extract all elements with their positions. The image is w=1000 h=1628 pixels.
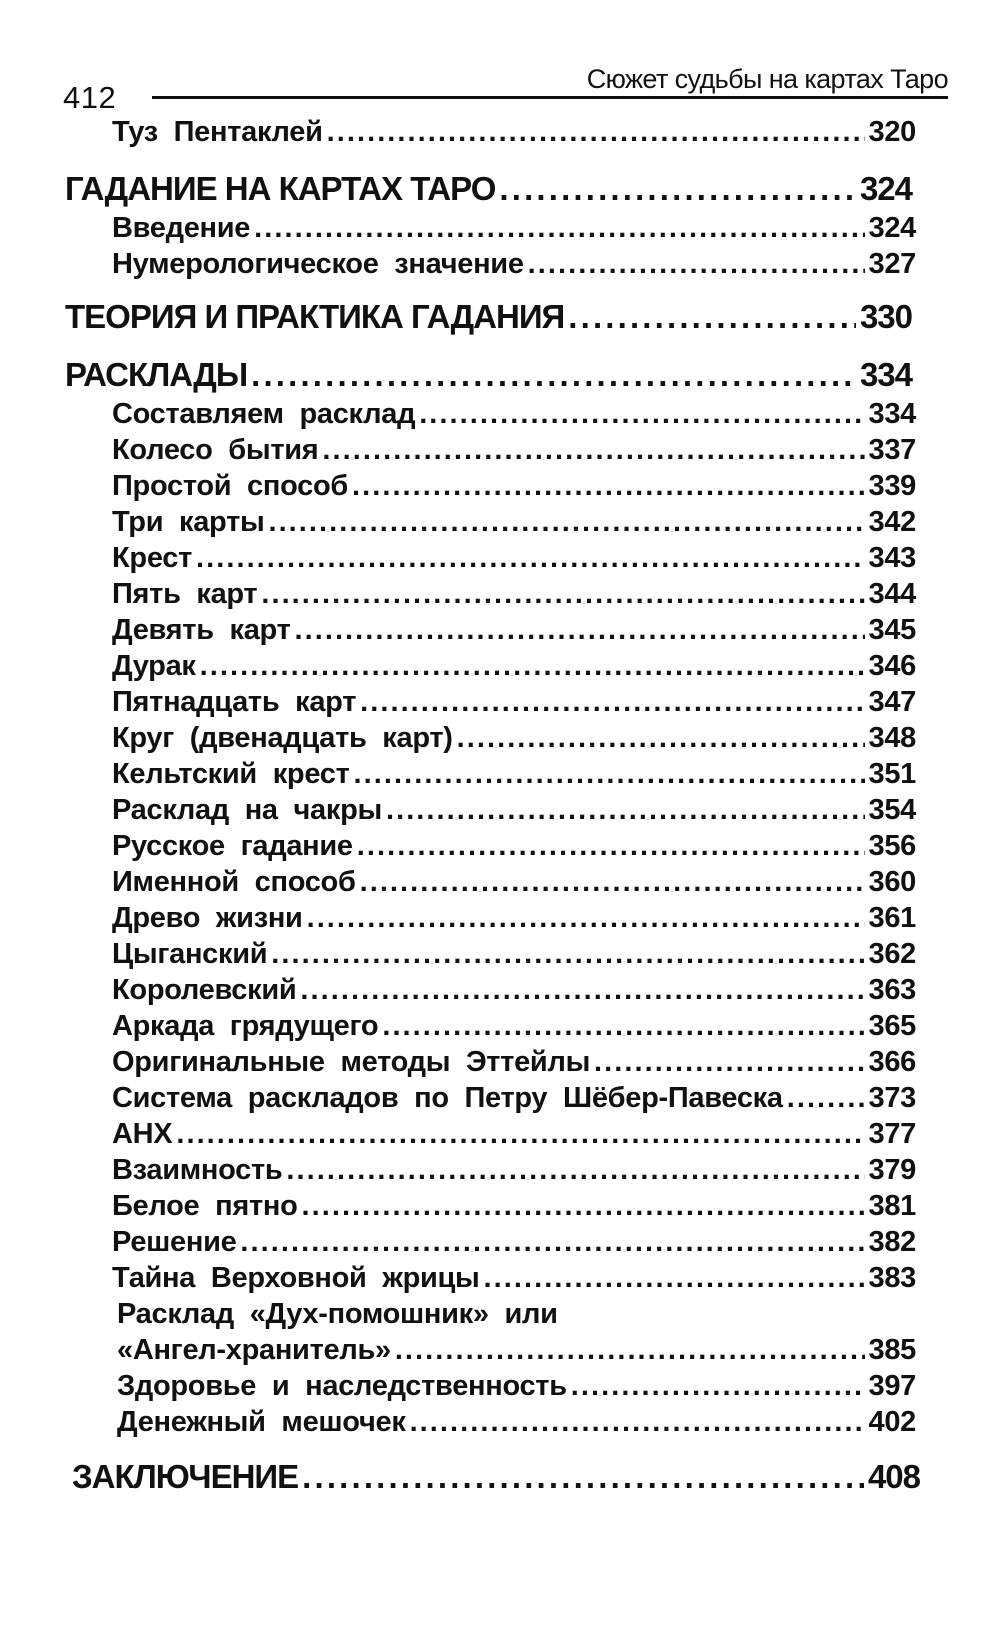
toc-entry [0, 938, 1000, 971]
toc-entry-title: Русское гадание [112, 830, 353, 862]
leader-dots [528, 248, 865, 281]
leader-dots [360, 866, 865, 899]
leader-dots [176, 1118, 864, 1151]
leader-dots [322, 434, 864, 467]
toc-entry [0, 1082, 1000, 1115]
toc-entry-title: Древо жизни [112, 902, 303, 934]
leader-dots [307, 902, 865, 935]
page-number: 412 [63, 80, 117, 115]
toc-entry-title: Система раскладов по Петру Шёбер-Павеска [112, 1082, 783, 1114]
leader-dots [499, 170, 856, 208]
toc-section [0, 1458, 1000, 1496]
leader-dots [568, 298, 856, 336]
toc-entry-title: Введение [112, 212, 251, 244]
toc-entry [0, 758, 1000, 791]
toc-entry [0, 1118, 1000, 1151]
toc-entry-title: Туз Пентаклей [112, 116, 323, 148]
toc-section-title: ЗАКЛЮЧЕНИЕ [72, 1458, 299, 1495]
toc-entry [0, 506, 1000, 539]
toc-entry-page: 381 [868, 1190, 916, 1222]
toc-entry-title: Цыганский [112, 938, 268, 970]
leader-dots [395, 1334, 865, 1367]
toc-entry-page: 377 [868, 1118, 916, 1150]
toc-entry [0, 212, 1000, 245]
leader-dots [300, 974, 864, 1007]
toc-entry-page: 343 [868, 542, 916, 574]
leader-dots [594, 1046, 864, 1079]
leader-dots [196, 542, 865, 575]
toc-entry [0, 686, 1000, 719]
toc-entry [0, 1226, 1000, 1259]
toc-entry [0, 578, 1000, 611]
leader-dots [251, 356, 856, 394]
toc-entry [0, 1154, 1000, 1187]
toc-entry-title: Три карты [112, 506, 265, 538]
toc-entry [0, 1370, 1000, 1403]
toc-entry-title: Колесо бытия [112, 434, 319, 466]
toc-entry-page: 397 [868, 1370, 916, 1402]
toc-entry-title: Девять карт [112, 614, 291, 646]
leader-dots [382, 1010, 864, 1043]
toc-entry-page: 385 [868, 1334, 916, 1366]
toc-entry-page: 373 [868, 1082, 916, 1114]
toc-entry [0, 434, 1000, 467]
toc-entry [0, 1262, 1000, 1295]
toc-entry-page: 346 [868, 650, 916, 682]
toc-entry [0, 1190, 1000, 1223]
toc-entry-title: Денежный мешочек [117, 1406, 406, 1438]
toc-entry [0, 722, 1000, 755]
toc-entry-title: Тайна Верховной жрицы [112, 1262, 480, 1294]
toc-entry-page: 337 [868, 434, 916, 466]
toc-section-page: 330 [859, 298, 912, 335]
toc-entry-page: 360 [868, 866, 916, 898]
toc-entry [0, 248, 1000, 281]
toc-entry-title-line1: Расклад «Дух-помошник» или [117, 1298, 558, 1330]
toc-entry [0, 1046, 1000, 1079]
toc-entry-page: 351 [868, 758, 916, 790]
toc-entry-page: 347 [868, 686, 916, 718]
toc-entry [0, 794, 1000, 827]
toc-section-title: ТЕОРИЯ И ПРАКТИКА ГАДАНИЯ [65, 298, 565, 335]
toc-section-page: 408 [867, 1458, 920, 1495]
toc-entry-page: 334 [868, 398, 916, 430]
toc-entry-page: 339 [868, 470, 916, 502]
toc-entry [0, 650, 1000, 683]
running-title: Сюжет судьбы на картах Таро [586, 64, 948, 94]
toc-section [0, 356, 1000, 394]
toc-entry-page: 363 [868, 974, 916, 1006]
toc-entry-title: Здоровье и наследственность [117, 1370, 567, 1402]
toc-entry-title: Круг (двенадцать карт) [112, 722, 453, 754]
toc-entry-page: 366 [868, 1046, 916, 1078]
toc-entry-title: Взаимность [112, 1154, 283, 1186]
leader-dots [271, 938, 864, 971]
leader-dots [286, 1154, 864, 1187]
toc-entry-title: Составляем расклад [112, 398, 416, 430]
leader-dots [294, 614, 864, 647]
toc-entry [0, 398, 1000, 431]
leader-dots [354, 758, 865, 791]
toc-entry-title: Оригинальные методы Эттейлы [112, 1046, 591, 1078]
toc-section-page: 324 [859, 170, 912, 207]
toc-entry-title: Кельтский крест [112, 758, 350, 790]
toc-entry-title: Пять карт [112, 578, 258, 610]
toc-entry-title: «Ангел-хранитель» [117, 1334, 391, 1366]
leader-dots [200, 650, 865, 683]
toc-entry [0, 974, 1000, 1007]
leader-dots [254, 212, 864, 245]
toc-entry-page: 379 [868, 1154, 916, 1186]
toc-entry-page: 324 [868, 212, 916, 244]
toc-entry [0, 1334, 1000, 1367]
toc-entry [0, 902, 1000, 935]
leader-dots [386, 794, 865, 827]
leader-dots [484, 1262, 865, 1295]
leader-dots [261, 578, 864, 611]
toc-entry-title: Белое пятно [112, 1190, 298, 1222]
toc-section-title: РАСКЛАДЫ [65, 356, 248, 393]
toc-entry-page: 362 [868, 938, 916, 970]
toc-entry-page: 383 [868, 1262, 916, 1294]
toc-entry-title: АНХ [112, 1118, 173, 1150]
leader-dots [457, 722, 865, 755]
leader-dots [357, 830, 865, 863]
leader-dots [301, 1190, 864, 1223]
leader-dots [302, 1458, 864, 1496]
toc-entry-page: 348 [868, 722, 916, 754]
toc-entry-page: 320 [868, 116, 916, 148]
toc-section [0, 170, 1000, 208]
toc-entry-page: 382 [868, 1226, 916, 1258]
toc-entry [0, 614, 1000, 647]
leader-dots [268, 506, 864, 539]
toc-entry [0, 542, 1000, 575]
toc-entry [0, 470, 1000, 503]
toc-entry-title: Королевский [112, 974, 297, 1006]
toc-entry [0, 1406, 1000, 1439]
leader-dots [787, 1082, 865, 1115]
toc-section-title: ГАДАНИЕ НА КАРТАХ ТАРО [65, 170, 496, 207]
leader-dots [360, 686, 864, 719]
leader-dots [410, 1406, 865, 1439]
header-rule [152, 96, 948, 99]
leader-dots [419, 398, 864, 431]
toc-entry-title: Дурак [112, 650, 196, 682]
toc-entry-page: 402 [868, 1406, 916, 1438]
leader-dots [240, 1226, 864, 1259]
toc-entry [0, 830, 1000, 863]
leader-dots [352, 470, 865, 503]
toc-entry-title: Аркада грядущего [112, 1010, 379, 1042]
toc-entry-title: Расклад на чакры [112, 794, 382, 826]
toc-entry [0, 866, 1000, 899]
toc-entry-title: Крест [112, 542, 192, 574]
toc-entry-page: 344 [868, 578, 916, 610]
toc-entry-page: 354 [868, 794, 916, 826]
toc-entry-title: Простой способ [112, 470, 348, 502]
toc-entry-title: Пятнадцать карт [112, 686, 357, 718]
toc-entry-page: 345 [868, 614, 916, 646]
toc-entry-page: 356 [868, 830, 916, 862]
toc-entry-page: 365 [868, 1010, 916, 1042]
toc-entry-title: Именной способ [112, 866, 356, 898]
toc-entry-page: 327 [868, 248, 916, 280]
toc-section [0, 298, 1000, 336]
toc-entry [0, 116, 1000, 149]
toc-entry [0, 1010, 1000, 1043]
leader-dots [327, 116, 865, 149]
toc-entry-title: Нумерологическое значение [112, 248, 524, 280]
leader-dots [571, 1370, 865, 1403]
toc-entry-title: Решение [112, 1226, 237, 1258]
toc-section-page: 334 [859, 356, 912, 393]
toc-entry-page: 361 [868, 902, 916, 934]
toc-entry-page: 342 [868, 506, 916, 538]
